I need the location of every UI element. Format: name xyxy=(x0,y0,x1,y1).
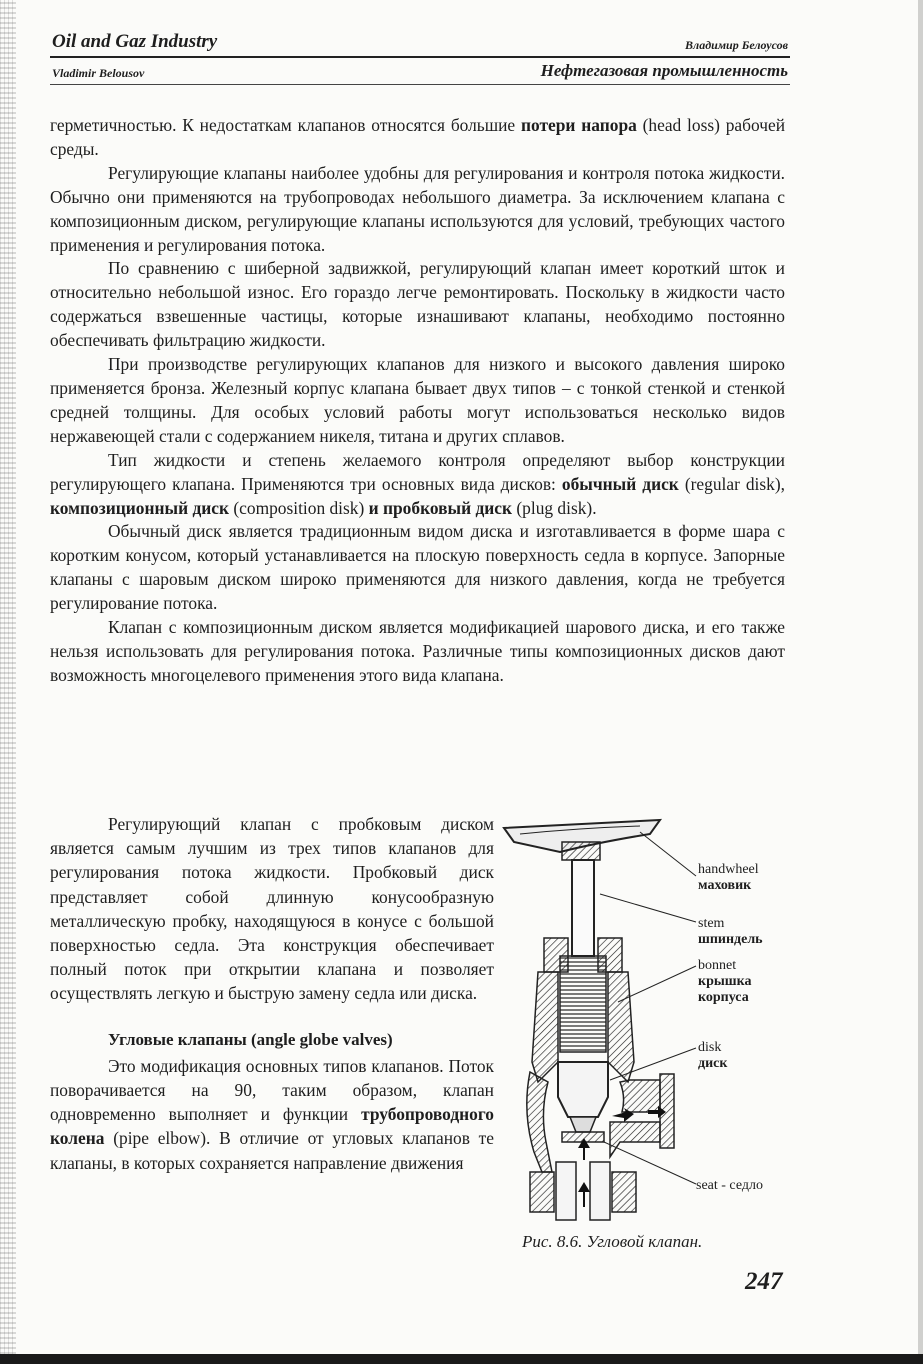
main-text xyxy=(50,114,785,688)
scan-edge-left xyxy=(0,0,16,1364)
paragraph: При производстве регулирующих клапанов для низкого и высокого давления широко применяется бронза. Железный корпус клапана бывает двух типов – с тонкой стенкой и стенкой средней толщины. Для особых условий работы могут использоваться несколько видов нержавеющей стали с содержанием никеля, титана и других сплавов. xyxy=(50,354,785,446)
section-heading: Угловые клапаны (angle globe valves) xyxy=(108,1029,393,1049)
scan-edge-bottom xyxy=(0,1354,923,1364)
header-title-ru: Нефтегазовая промышленность xyxy=(540,61,788,80)
stem-shape xyxy=(572,860,594,956)
paragraph: герметичностью. К недостаткам клапанов относятся большие потери напора (head loss) рабочей среды. xyxy=(50,115,786,159)
paragraph: Тип жидкости и степень желаемого контроля определяют выбор конструкции регулирующего клапана. Применяются три основных вида дисков: обычный диск (regular disk), композиционный диск (composition disk) и пробковый диск (plug disk). xyxy=(50,449,785,518)
header-author-en: Vladimir Belousov xyxy=(52,66,145,80)
header-author-ru: Владимир Белоусов xyxy=(685,38,788,52)
paragraph: Это модификация основных типов клапанов. Поток поворачивается на 90, таким образом, клапан одновременно выполняет и функции трубопроводного колена (pipe elbow). В отличие от угловых клапанов те клапаны, в которых сохраняется направление движения xyxy=(50,1055,494,1173)
label-stem: stem шпиндель xyxy=(698,916,763,947)
paragraph: Регулирующий клапан с пробковым диском является самым лучшим из трех типов клапанов для регулирования потока жидкости. Пробковый диск представляет собой длинную конусообразную металлическую пробку, находящуюся в конусе с большой поверхностью седла. Эта конструкция обеспечивает полный поток при открытии клапана и позволяет осуществлять легкую и быструю замену седла или диска. xyxy=(50,814,494,1004)
paragraph: Обычный диск является традиционным видом диска и изготавливается в форме шара с коротким конусом, который устанавливается на плоскую поверхность седла в корпусе. Запорные клапаны с шаровым диском широко применяются для низкого давления, когда не требуется регулирование потока. xyxy=(50,521,785,614)
label-bonnet: bonnet крышка корпуса xyxy=(698,958,752,1005)
header-title-en: Oil and Gaz Industry xyxy=(52,31,218,52)
label-handwheel: handwheel маховик xyxy=(698,862,759,893)
wrapped-text-column xyxy=(50,812,494,1175)
flow-arrow-up-icon xyxy=(578,1182,590,1207)
angle-valve-figure xyxy=(500,812,790,1222)
label-disk: disk диск xyxy=(698,1040,728,1071)
label-seat: seat - седло xyxy=(696,1178,763,1193)
running-header-bottom xyxy=(50,60,790,85)
page-number: 247 xyxy=(745,1268,783,1295)
figure-caption: Рис. 8.6. Угловой клапан. xyxy=(522,1232,703,1251)
paragraph: По сравнению с шиберной задвижкой, регулирующий клапан имеет короткий шток и относительно небольшой износ. Его гораздо легче ремонтировать. Поскольку в жидкости часто содержаться взвешенные частицы, которые изнашивают клапаны, необходимо постоянно обеспечивать фильтрацию жидкости. xyxy=(50,258,785,351)
disk-shape xyxy=(558,1062,608,1117)
paragraph: Регулирующие клапаны наиболее удобны для регулирования и контроля потока жидкости. Обычно они применяются на трубопроводах небольшого диаметра. За исключением клапана с композиционным диском, регулирующие клапаны используются для условий, требующих частого применения и регулирования потока. xyxy=(50,162,785,255)
running-header-top xyxy=(50,30,790,58)
scan-edge-right xyxy=(918,0,923,1364)
paragraph: Клапан с композиционным диском является модификацией шарового диска, и его также нельзя использовать для регулирования потока. Различные типы композиционных дисков дают возможность многоцелевого применения этого вида клапана. xyxy=(50,617,785,685)
bonnet-shape xyxy=(532,972,558,1082)
